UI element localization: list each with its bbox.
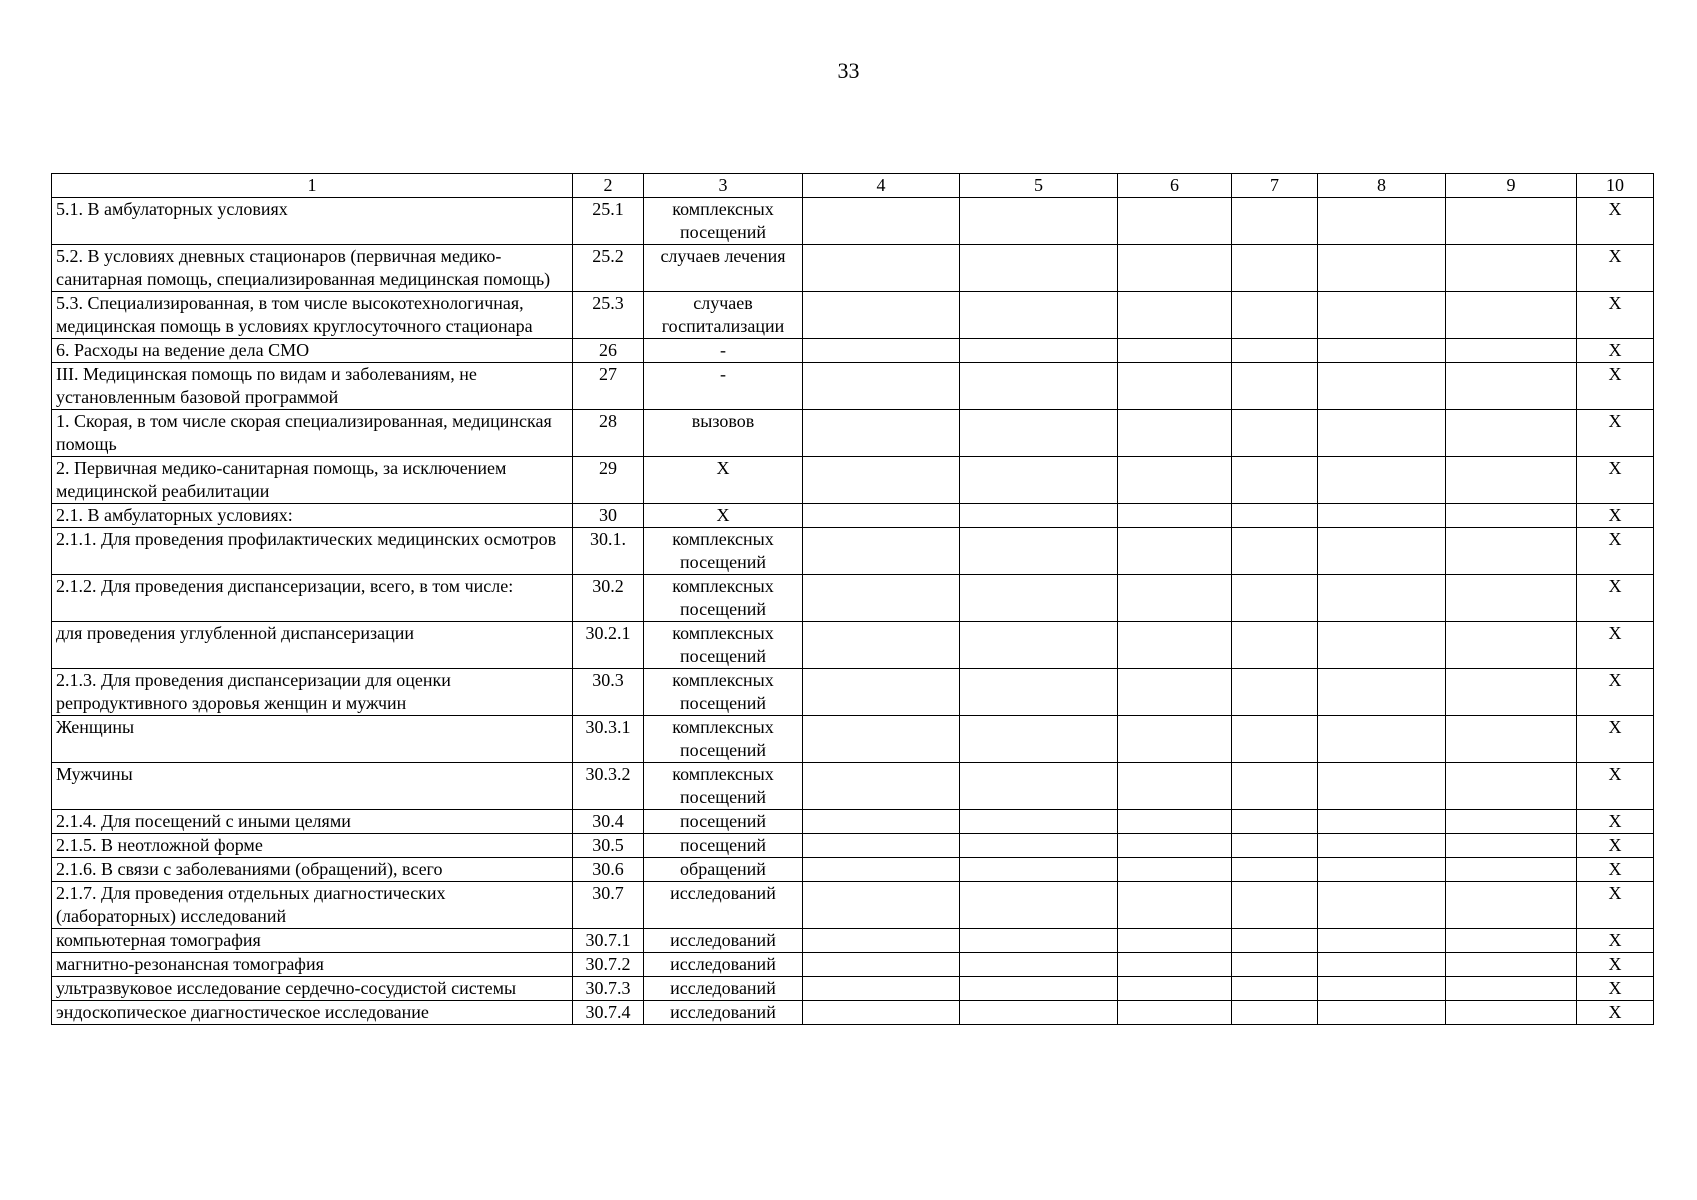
row-cell-10: X (1577, 834, 1654, 858)
row-cell-6 (1118, 622, 1232, 669)
row-cell-7 (1232, 292, 1318, 339)
row-unit-cell: X (644, 504, 803, 528)
row-name-cell: магнитно-резонансная томография (52, 953, 573, 977)
row-code-cell: 29 (573, 457, 644, 504)
row-cell-4 (803, 410, 960, 457)
table-row (52, 575, 1654, 622)
row-cell-8 (1318, 763, 1446, 810)
row-cell-4 (803, 528, 960, 575)
row-cell-4 (803, 977, 960, 1001)
row-cell-8 (1318, 977, 1446, 1001)
row-cell-4 (803, 622, 960, 669)
row-unit-cell: обращений (644, 858, 803, 882)
row-cell-9 (1446, 575, 1577, 622)
row-cell-8 (1318, 858, 1446, 882)
row-cell-10: X (1577, 882, 1654, 929)
row-cell-5 (960, 245, 1118, 292)
row-cell-9 (1446, 622, 1577, 669)
table-row (52, 834, 1654, 858)
row-cell-10: X (1577, 977, 1654, 1001)
row-cell-6 (1118, 363, 1232, 410)
row-unit-cell: случаев госпитализации (644, 292, 803, 339)
row-cell-6 (1118, 953, 1232, 977)
row-cell-4 (803, 339, 960, 363)
row-cell-4 (803, 457, 960, 504)
row-code-cell: 30.3 (573, 669, 644, 716)
table-row (52, 528, 1654, 575)
row-cell-4 (803, 669, 960, 716)
row-cell-5 (960, 929, 1118, 953)
row-name-cell: 2. Первичная медико-санитарная помощь, за исключением медицинской реабилитации (52, 457, 573, 504)
table-row (52, 858, 1654, 882)
row-unit-cell: комплексных посещений (644, 528, 803, 575)
row-unit-cell: посещений (644, 834, 803, 858)
row-cell-5 (960, 953, 1118, 977)
row-unit-cell: вызовов (644, 410, 803, 457)
row-cell-6 (1118, 834, 1232, 858)
row-cell-6 (1118, 716, 1232, 763)
row-cell-9 (1446, 810, 1577, 834)
row-name-cell: 5.2. В условиях дневных стационаров (первичная медико-санитарная помощь, специализированная медицинская помощь) (52, 245, 573, 292)
row-cell-10: X (1577, 504, 1654, 528)
row-cell-4 (803, 929, 960, 953)
row-cell-9 (1446, 977, 1577, 1001)
row-cell-4 (803, 198, 960, 245)
row-name-cell: 2.1.5. В неотложной форме (52, 834, 573, 858)
row-cell-4 (803, 245, 960, 292)
table-row (52, 953, 1654, 977)
row-code-cell: 25.2 (573, 245, 644, 292)
row-cell-6 (1118, 292, 1232, 339)
row-name-cell: 6. Расходы на ведение дела СМО (52, 339, 573, 363)
row-unit-cell: комплексных посещений (644, 575, 803, 622)
row-cell-9 (1446, 339, 1577, 363)
row-cell-6 (1118, 763, 1232, 810)
row-name-cell: 2.1.3. Для проведения диспансеризации для оценки репродуктивного здоровья женщин и мужчин (52, 669, 573, 716)
row-cell-10: X (1577, 858, 1654, 882)
row-unit-cell: - (644, 339, 803, 363)
row-unit-cell: комплексных посещений (644, 669, 803, 716)
row-unit-cell: исследований (644, 929, 803, 953)
row-cell-10: X (1577, 929, 1654, 953)
row-cell-4 (803, 882, 960, 929)
table-row (52, 198, 1654, 245)
row-code-cell: 27 (573, 363, 644, 410)
row-cell-8 (1318, 929, 1446, 953)
row-cell-7 (1232, 575, 1318, 622)
row-cell-9 (1446, 410, 1577, 457)
row-code-cell: 30 (573, 504, 644, 528)
row-cell-6 (1118, 339, 1232, 363)
row-cell-9 (1446, 245, 1577, 292)
table-row (52, 504, 1654, 528)
row-cell-8 (1318, 882, 1446, 929)
row-cell-5 (960, 716, 1118, 763)
table-row (52, 810, 1654, 834)
row-unit-cell: комплексных посещений (644, 622, 803, 669)
row-cell-10: X (1577, 716, 1654, 763)
row-cell-8 (1318, 810, 1446, 834)
row-name-cell: Женщины (52, 716, 573, 763)
table-row (52, 292, 1654, 339)
row-cell-7 (1232, 504, 1318, 528)
row-cell-5 (960, 977, 1118, 1001)
row-cell-6 (1118, 528, 1232, 575)
column-header-2: 2 (573, 174, 644, 198)
row-cell-4 (803, 363, 960, 410)
row-code-cell: 30.7.3 (573, 977, 644, 1001)
column-header-1: 1 (52, 174, 573, 198)
row-cell-7 (1232, 198, 1318, 245)
row-cell-9 (1446, 292, 1577, 339)
column-header-8: 8 (1318, 174, 1446, 198)
row-cell-4 (803, 504, 960, 528)
row-code-cell: 30.6 (573, 858, 644, 882)
row-cell-7 (1232, 716, 1318, 763)
row-name-cell: 2.1.7. Для проведения отдельных диагностических (лабораторных) исследований (52, 882, 573, 929)
row-cell-8 (1318, 834, 1446, 858)
row-name-cell: 5.1. В амбулаторных условиях (52, 198, 573, 245)
row-cell-5 (960, 763, 1118, 810)
row-cell-6 (1118, 858, 1232, 882)
page-number: 33 (837, 58, 860, 83)
row-cell-8 (1318, 339, 1446, 363)
row-cell-8 (1318, 622, 1446, 669)
row-cell-6 (1118, 929, 1232, 953)
column-header-5: 5 (960, 174, 1118, 198)
table-row (52, 882, 1654, 929)
row-cell-5 (960, 622, 1118, 669)
row-cell-10: X (1577, 198, 1654, 245)
row-unit-cell: случаев лечения (644, 245, 803, 292)
row-cell-10: X (1577, 339, 1654, 363)
row-cell-4 (803, 810, 960, 834)
row-code-cell: 25.3 (573, 292, 644, 339)
row-cell-5 (960, 858, 1118, 882)
row-cell-10: X (1577, 763, 1654, 810)
row-cell-10: X (1577, 363, 1654, 410)
column-header-10: 10 (1577, 174, 1654, 198)
row-cell-7 (1232, 858, 1318, 882)
row-cell-9 (1446, 858, 1577, 882)
column-header-3: 3 (644, 174, 803, 198)
row-cell-7 (1232, 245, 1318, 292)
row-code-cell: 30.3.2 (573, 763, 644, 810)
row-cell-7 (1232, 622, 1318, 669)
row-code-cell: 30.7.1 (573, 929, 644, 953)
row-cell-9 (1446, 882, 1577, 929)
row-name-cell: 2.1. В амбулаторных условиях: (52, 504, 573, 528)
row-cell-4 (803, 858, 960, 882)
row-cell-9 (1446, 929, 1577, 953)
row-cell-8 (1318, 198, 1446, 245)
row-cell-9 (1446, 763, 1577, 810)
row-cell-7 (1232, 882, 1318, 929)
row-cell-5 (960, 339, 1118, 363)
row-cell-4 (803, 575, 960, 622)
row-name-cell: для проведения углубленной диспансеризации (52, 622, 573, 669)
row-cell-6 (1118, 810, 1232, 834)
row-name-cell: ультразвуковое исследование сердечно-сосудистой системы (52, 977, 573, 1001)
row-cell-5 (960, 292, 1118, 339)
row-cell-10: X (1577, 528, 1654, 575)
row-cell-4 (803, 1001, 960, 1025)
table-body (52, 198, 1654, 1025)
row-cell-8 (1318, 575, 1446, 622)
row-code-cell: 30.7.4 (573, 1001, 644, 1025)
row-code-cell: 30.7.2 (573, 953, 644, 977)
row-cell-9 (1446, 504, 1577, 528)
row-cell-9 (1446, 528, 1577, 575)
row-cell-5 (960, 882, 1118, 929)
column-header-7: 7 (1232, 174, 1318, 198)
row-code-cell: 30.7 (573, 882, 644, 929)
row-cell-5 (960, 457, 1118, 504)
row-unit-cell: - (644, 363, 803, 410)
row-cell-8 (1318, 245, 1446, 292)
row-cell-6 (1118, 410, 1232, 457)
table-row (52, 763, 1654, 810)
row-cell-7 (1232, 363, 1318, 410)
row-unit-cell: X (644, 457, 803, 504)
row-cell-4 (803, 834, 960, 858)
row-code-cell: 28 (573, 410, 644, 457)
row-name-cell: 2.1.6. В связи с заболеваниями (обращений), всего (52, 858, 573, 882)
row-unit-cell: комплексных посещений (644, 763, 803, 810)
row-cell-4 (803, 716, 960, 763)
row-cell-7 (1232, 763, 1318, 810)
row-cell-5 (960, 810, 1118, 834)
row-cell-6 (1118, 977, 1232, 1001)
row-cell-9 (1446, 953, 1577, 977)
row-name-cell: компьютерная томография (52, 929, 573, 953)
row-cell-4 (803, 953, 960, 977)
row-unit-cell: комплексных посещений (644, 198, 803, 245)
row-name-cell: 1. Скорая, в том числе скорая специализированная, медицинская помощь (52, 410, 573, 457)
row-cell-8 (1318, 528, 1446, 575)
table-row (52, 245, 1654, 292)
row-name-cell: Мужчины (52, 763, 573, 810)
row-cell-7 (1232, 669, 1318, 716)
row-cell-8 (1318, 953, 1446, 977)
table-row (52, 669, 1654, 716)
row-cell-5 (960, 410, 1118, 457)
data-table (51, 173, 1654, 1025)
row-cell-5 (960, 528, 1118, 575)
row-unit-cell: исследований (644, 977, 803, 1001)
row-cell-8 (1318, 504, 1446, 528)
row-unit-cell: посещений (644, 810, 803, 834)
row-cell-10: X (1577, 953, 1654, 977)
table-header-row (52, 174, 1654, 198)
row-cell-7 (1232, 1001, 1318, 1025)
row-cell-5 (960, 834, 1118, 858)
row-cell-6 (1118, 198, 1232, 245)
column-header-4: 4 (803, 174, 960, 198)
row-cell-10: X (1577, 457, 1654, 504)
table-row (52, 410, 1654, 457)
row-cell-7 (1232, 977, 1318, 1001)
row-cell-9 (1446, 669, 1577, 716)
row-code-cell: 25.1 (573, 198, 644, 245)
row-cell-7 (1232, 953, 1318, 977)
table-row (52, 977, 1654, 1001)
row-cell-9 (1446, 834, 1577, 858)
row-unit-cell: исследований (644, 1001, 803, 1025)
row-cell-9 (1446, 198, 1577, 245)
row-cell-6 (1118, 575, 1232, 622)
row-cell-9 (1446, 716, 1577, 763)
table-row (52, 929, 1654, 953)
row-name-cell: 2.1.2. Для проведения диспансеризации, всего, в том числе: (52, 575, 573, 622)
row-name-cell: 2.1.1. Для проведения профилактических медицинских осмотров (52, 528, 573, 575)
row-cell-6 (1118, 882, 1232, 929)
row-cell-5 (960, 363, 1118, 410)
row-cell-5 (960, 504, 1118, 528)
table-row (52, 716, 1654, 763)
row-name-cell: III. Медицинская помощь по видам и заболеваниям, не установленным базовой программой (52, 363, 573, 410)
row-cell-4 (803, 292, 960, 339)
row-code-cell: 30.1. (573, 528, 644, 575)
row-name-cell: 5.3. Специализированная, в том числе высокотехнологичная, медицинская помощь в условиях круглосуточного стационара (52, 292, 573, 339)
row-cell-10: X (1577, 622, 1654, 669)
row-cell-10: X (1577, 810, 1654, 834)
row-cell-8 (1318, 363, 1446, 410)
table-row (52, 363, 1654, 410)
row-cell-8 (1318, 1001, 1446, 1025)
row-code-cell: 30.5 (573, 834, 644, 858)
row-cell-9 (1446, 1001, 1577, 1025)
row-cell-5 (960, 1001, 1118, 1025)
row-cell-7 (1232, 410, 1318, 457)
row-cell-8 (1318, 292, 1446, 339)
row-code-cell: 30.2.1 (573, 622, 644, 669)
column-header-6: 6 (1118, 174, 1232, 198)
row-code-cell: 30.4 (573, 810, 644, 834)
row-cell-4 (803, 763, 960, 810)
row-cell-10: X (1577, 1001, 1654, 1025)
row-cell-6 (1118, 669, 1232, 716)
row-cell-10: X (1577, 292, 1654, 339)
row-cell-7 (1232, 834, 1318, 858)
table-row (52, 457, 1654, 504)
row-cell-8 (1318, 716, 1446, 763)
row-unit-cell: исследований (644, 882, 803, 929)
row-cell-8 (1318, 457, 1446, 504)
row-cell-6 (1118, 1001, 1232, 1025)
row-cell-6 (1118, 504, 1232, 528)
row-cell-5 (960, 575, 1118, 622)
row-code-cell: 26 (573, 339, 644, 363)
row-cell-9 (1446, 363, 1577, 410)
row-cell-10: X (1577, 669, 1654, 716)
row-name-cell: эндоскопическое диагностическое исследование (52, 1001, 573, 1025)
row-cell-7 (1232, 457, 1318, 504)
row-cell-5 (960, 669, 1118, 716)
table-row (52, 339, 1654, 363)
row-unit-cell: комплексных посещений (644, 716, 803, 763)
row-cell-8 (1318, 410, 1446, 457)
row-code-cell: 30.2 (573, 575, 644, 622)
row-cell-7 (1232, 929, 1318, 953)
table-row (52, 1001, 1654, 1025)
row-cell-9 (1446, 457, 1577, 504)
row-cell-7 (1232, 339, 1318, 363)
row-cell-8 (1318, 669, 1446, 716)
row-name-cell: 2.1.4. Для посещений с иными целями (52, 810, 573, 834)
column-header-9: 9 (1446, 174, 1577, 198)
row-cell-6 (1118, 245, 1232, 292)
row-cell-6 (1118, 457, 1232, 504)
row-unit-cell: исследований (644, 953, 803, 977)
row-cell-7 (1232, 528, 1318, 575)
table-row (52, 622, 1654, 669)
row-code-cell: 30.3.1 (573, 716, 644, 763)
row-cell-10: X (1577, 575, 1654, 622)
row-cell-7 (1232, 810, 1318, 834)
row-cell-10: X (1577, 245, 1654, 292)
row-cell-10: X (1577, 410, 1654, 457)
row-cell-5 (960, 198, 1118, 245)
